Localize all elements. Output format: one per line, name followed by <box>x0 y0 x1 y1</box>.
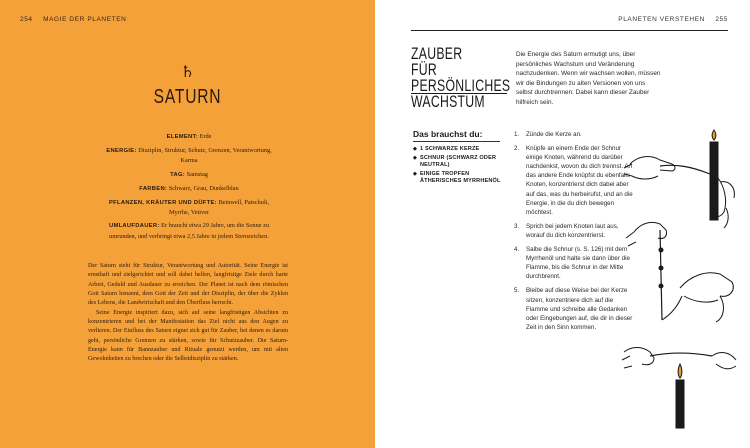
property-element <box>100 132 278 142</box>
spell-title-line: ZAUBER FÜR <box>411 44 463 79</box>
spell-title-line: PERSÖNLICHES <box>411 76 511 95</box>
paragraph: Der Saturn steht für Struktur, Verantwortung und Autorität. Seine Energie ist ernsthaft und zielgerichtet und soll dabei helfen, langfristige Ziele durch harte Arbeit, Geduld und Ausdauer zu erreichen. Der Planet ist nach dem römischen Gott Saturn benannt, dem Gott der Zeit und der Disziplin, der über die Zyklen des Lebens, die Landwirtschaft und den Überfluss herrscht. <box>88 263 288 307</box>
right-page <box>375 0 750 448</box>
property-orbit <box>100 221 278 240</box>
property-value: Erde <box>199 133 212 140</box>
needs-rule <box>413 141 500 142</box>
left-running-header <box>20 16 126 23</box>
bullet-icon: ◆ <box>413 154 418 161</box>
property-plants <box>100 198 278 217</box>
step-item: 4. Salbe die Schnur (s. S. 126) mit dem Myrrhenöl und halte sie dann über die Flamme, bis die Schnur in der Mitte durchbrennt. <box>514 246 630 281</box>
property-key: FARBEN: <box>139 185 168 192</box>
step-item: 3. Sprich bei jedem Knoten laut aus, worauf du dich konzentrierst. <box>514 222 619 239</box>
step-item: 2. Knüpfe an einem Ende der Schnur einige Knoten, während du darüber nachdenkst, wovon du dich trennst. An das andere Ende knüpfst du ebenfalls Knoten, konzentrierst dich dabei aber auf das, was du herbeirufst, und an die Energie, in die du dich bewegen möchtest. <box>514 145 633 216</box>
property-day <box>100 170 278 180</box>
property-key: ENERGIE: <box>106 148 137 155</box>
planet-title: SATURN <box>153 86 222 108</box>
left-running-title: MAGIE DER PLANETEN <box>43 16 127 23</box>
bullet-icon: ◆ <box>413 170 418 177</box>
property-key: TAG: <box>170 171 185 178</box>
need-item: ◆ EINIGE TROPFEN ÄTHERISCHES MYRRHENÖL <box>413 170 501 185</box>
left-page-number: 254 <box>20 16 33 23</box>
need-item: ◆ 1 SCHWARZE KERZE <box>413 146 480 152</box>
paragraph: Seine Energie inspiriert dazu, sich auf seine langfristigen Absichten zu konzentrieren und bei der Manifestation das Ziel nicht aus den Augen zu verlieren. Der Einfluss des Saturn eignet sich gut für Zauber, bei denen es darum geht, persönliche Grenzen zu stärken, sowie für Schutzzauber. Die Saturn-Energie kann für Bannzauber und Rituale genutzt werden, um mit alten Gewohnheiten zu brechen oder die Selbstdisziplin zu stärken. <box>88 309 288 363</box>
spell-intro: Die Energie des Saturn ermutigt uns, über persönliches Wachstum und Veränderung nachzudenken. Wenn wir wachsen wollen, müssen wir die Bindungen zu alten Versionen von uns selbst durchtrennen. Dabei kann dieser Zauber hilfreich sein. <box>516 51 661 106</box>
property-value: Disziplin, Struktur, Schutz, Grenzen, Verantwortung, Karma <box>138 147 272 165</box>
step-item: 1. Zünde die Kerze an. <box>514 131 582 138</box>
property-colors <box>100 184 278 194</box>
spell-illustrations <box>620 120 740 432</box>
spell-title-line: WACHSTUM <box>411 92 485 111</box>
need-item: ◆ SCHNUR (SCHWARZ ODER NEUTRAL) <box>413 154 497 169</box>
property-key: ELEMENT: <box>166 134 198 140</box>
step-item: 5. Bleibe auf diese Weise bei der Kerze sitzen, konzentriere dich auf die Flamme und schreibe alle Gedanken oder Eingebungen auf, die dir in dieser Zeit in den Sinn kommen. <box>514 287 633 331</box>
property-value: Schwarz, Grau, Dunkelblau <box>168 184 239 192</box>
property-key: UMLAUFDAUER: <box>108 223 160 230</box>
needs-heading: Das brauchst du: <box>413 129 483 139</box>
right-running-title: PLANETEN VERSTEHEN <box>618 16 705 23</box>
steps-list <box>514 130 636 337</box>
property-energy <box>100 146 278 165</box>
needs-list <box>413 146 505 187</box>
saturn-symbol-icon: ♄ <box>180 62 195 81</box>
property-value: Samstag <box>186 170 208 178</box>
left-body-text <box>88 262 288 365</box>
right-running-header <box>618 16 728 23</box>
property-value: Beinwell, Patschuli, Myrrhe, Vetiver <box>168 199 270 217</box>
cord-over-flame-illustration <box>622 348 736 429</box>
planet-properties <box>100 132 278 245</box>
header-rule <box>411 30 728 31</box>
spell-title <box>411 44 511 111</box>
property-value: Er braucht etwa 29 Jahre, um die Sonne zu umrunden, und verbringt etwa 2,5 Jahre in jedem Sternzeichen. <box>109 222 270 240</box>
property-key: PFLANZEN, KRÄUTER UND DÜFTE: <box>108 200 217 207</box>
bullet-icon: ◆ <box>413 146 418 152</box>
hands-knotting-illustration <box>626 222 733 322</box>
title-rule <box>411 93 507 94</box>
candle-and-cord-illustration <box>624 130 734 228</box>
right-page-number: 255 <box>715 16 728 23</box>
